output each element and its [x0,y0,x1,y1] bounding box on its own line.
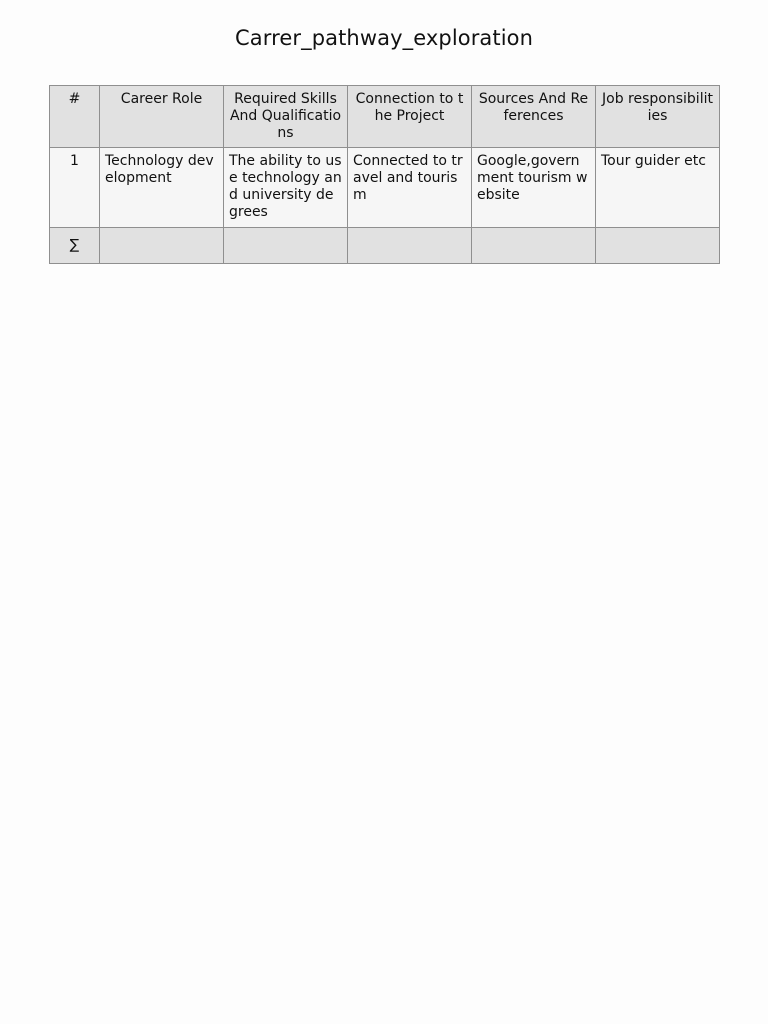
page-title: Carrer_pathway_exploration [234,26,534,50]
header-number: # [50,86,100,148]
summary-cell[interactable] [596,228,720,264]
header-connection: Connection to the Project [348,86,472,148]
summary-symbol: ∑ [50,228,100,264]
summary-cell[interactable] [472,228,596,264]
summary-cell[interactable] [348,228,472,264]
table-header-row [50,86,720,148]
cell-connection[interactable]: Connected to travel and tourism [348,148,472,228]
cell-career-role[interactable]: Technology development [100,148,224,228]
header-sources: Sources And References [472,86,596,148]
header-required-skills: Required Skills And Qualifications [224,86,348,148]
header-responsibilities: Job responsibilities [596,86,720,148]
summary-row [50,228,720,264]
cell-responsibilities[interactable]: Tour guider etc [596,148,720,228]
summary-cell[interactable] [224,228,348,264]
header-career-role: Career Role [100,86,224,148]
cell-required-skills[interactable]: The ability to use technology and university degrees [224,148,348,228]
summary-cell[interactable] [100,228,224,264]
cell-number[interactable]: 1 [50,148,100,228]
cell-sources[interactable]: Google,government tourism website [472,148,596,228]
table-row [50,148,720,228]
career-table [49,85,720,264]
